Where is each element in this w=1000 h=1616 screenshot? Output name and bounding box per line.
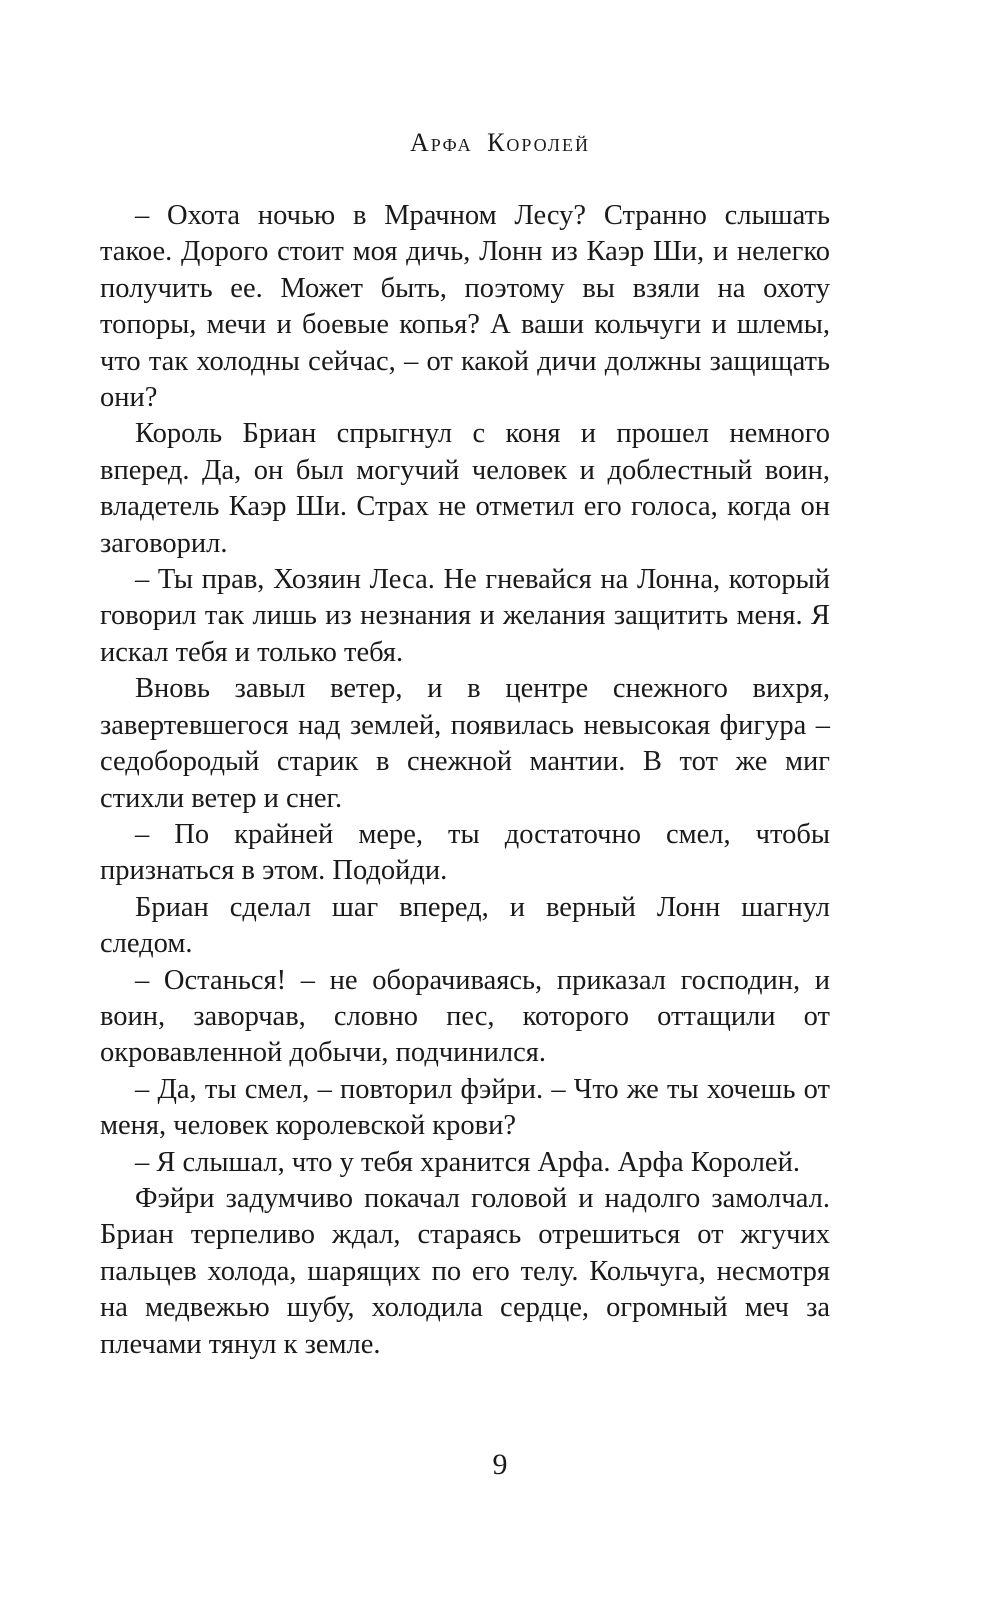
paragraph: Бриан сделал шаг вперед, и верный Лонн шагнул следом. xyxy=(100,891,830,960)
paragraph: Вновь завыл ветер, и в центре снежного вихря, завертевшегося над землей, появилась невысокая фигура – седобородый старик в снежной мантии. В тот же миг стихли ветер и снег. xyxy=(100,673,830,814)
body-text xyxy=(100,198,830,1363)
paragraph: – Ты прав, Хозяин Леса. Не гневайся на Лонна, который говорил так лишь из незнания и желания защитить меня. Я искал тебя и только тебя. xyxy=(100,564,830,668)
page-number: 9 xyxy=(492,1448,508,1481)
paragraph: Фэйри задумчиво покачал головой и надолго замолчал. Бриан терпеливо ждал, стараясь отрешиться от жгучих пальцев холода, шарящих по его телу. Кольчуга, несмотря на медвежью шубу, холодила сердце, огромный меч за плечами тянул к земле. xyxy=(100,1182,830,1360)
paragraph: Король Бриан спрыгнул с коня и прошел немного вперед. Да, он был могучий человек и доблестный воин, владетель Каэр Ши. Страх не отметил его голоса, когда он заговорил. xyxy=(100,418,830,559)
paragraph: – Я слышал, что у тебя хранится Арфа. Арфа Королей. xyxy=(135,1146,800,1178)
paragraph: – По крайней мере, ты достаточно смел, чтобы признаться в этом. Подойди. xyxy=(100,818,830,887)
running-header: Арфа Королей xyxy=(410,128,590,157)
paragraph: – Да, ты смел, – повторил фэйри. – Что же ты хочешь от меня, человек королевской крови? xyxy=(100,1073,830,1142)
paragraph: – Охота ночью в Мрачном Лесу? Странно слышать такое. Дорого стоит моя дичь, Лонн из Каэр Ши, и нелегко получить ее. Может быть, поэтому вы взяли на охоту топоры, мечи и боевые копья? А ваши кольчуги и шлемы, что так холодны сейчас, – от какой дичи должны защищать они? xyxy=(100,200,830,414)
paragraph: – Останься! – не оборачиваясь, приказал господин, и воин, заворчав, словно пес, которого оттащили от окровавленной добычи, подчинился. xyxy=(100,964,830,1069)
